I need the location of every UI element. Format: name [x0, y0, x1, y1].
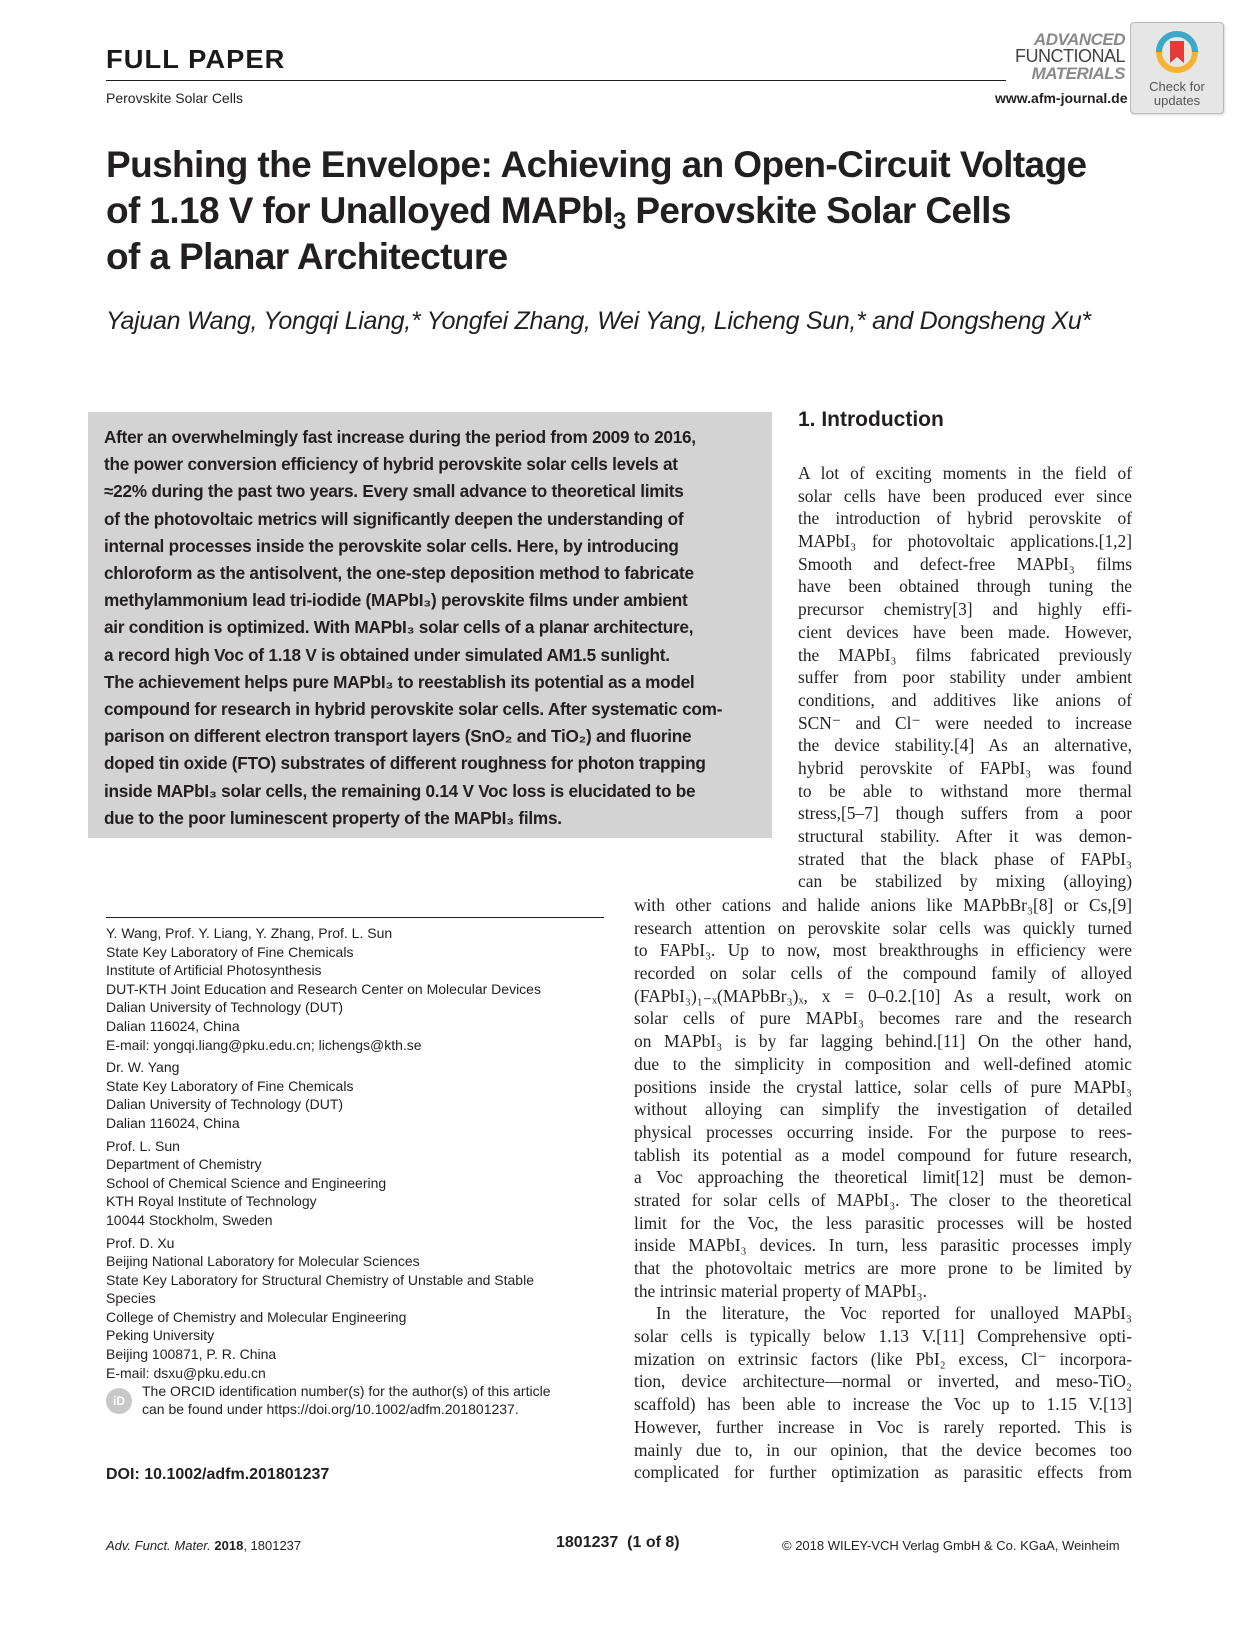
body-line: tion, device architecture—normal or inverted, and meso-TiO₂	[634, 1371, 1132, 1392]
body-line: mainly due to, in our opinion, that the device becomes too	[634, 1439, 1132, 1460]
check-for-label: Check for	[1149, 79, 1205, 94]
body-line: scaffold) has been able to increase the Voc up to 1.15 V.[13]	[634, 1394, 1132, 1415]
title-line-3: of a Planar Architecture	[106, 236, 508, 277]
affiliation-line: State Key Laboratory of Fine Chemicals	[106, 1077, 354, 1094]
affiliation-line: Y. Wang, Prof. Y. Liang, Y. Zhang, Prof. L. Sun	[106, 925, 393, 941]
body-line: on MAPbI₃ is by far lagging behind.[11] On the other hand,	[634, 1031, 1132, 1052]
body-line: research attention on perovskite solar cells was quickly turned	[634, 917, 1132, 938]
abstract-line: of the photovoltaic metrics will significantly deepen the understanding of	[104, 508, 684, 529]
body-line: (FAPbI₃)₁₋ₓ(MAPbBr₃)ₓ, x = 0–0.2.[10] As a result, work on	[634, 985, 1132, 1006]
body-line: positions inside the crystal lattice, solar cells of pure MAPbI₃	[634, 1076, 1132, 1097]
body-line: to FAPbI₃. Up to now, most breakthroughs in efficiency were	[634, 940, 1132, 961]
check-for-updates-button[interactable]	[1130, 22, 1224, 114]
body-line: a Voc approaching the theoretical limit[12] must be demon-	[634, 1167, 1132, 1188]
body-line: complicated for further optimization as parasitic effects from	[634, 1462, 1132, 1483]
orcid-icon: iD	[106, 1388, 132, 1414]
page-number: 1801237 (1 of 8)	[556, 1534, 680, 1551]
body-line: cient devices have been made. However,	[798, 621, 1132, 642]
body-line: stress,[5–7] though suffers from a poor	[798, 803, 1132, 824]
title-line-1: Pushing the Envelope: Achieving an Open-Circuit Voltage	[106, 144, 1087, 185]
body-line: to be able to withstand more thermal	[798, 780, 1132, 801]
affiliation-line: Dalian University of Technology (DUT)	[106, 999, 344, 1016]
body-line: the intrinsic material property of MAPbI₃.	[634, 1280, 927, 1301]
abstract-line: the power conversion efficiency of hybrid perovskite solar cells levels at	[104, 454, 678, 475]
footer-journal: Adv. Funct. Mater.	[106, 1538, 211, 1553]
body-line: limit for the Voc, the less parasitic processes will be hosted	[634, 1212, 1132, 1233]
body-line: due to the simplicity in composition and well-defined atomic	[634, 1053, 1132, 1074]
body-line: MAPbI₃ for photovoltaic applications.[1,2]	[798, 531, 1132, 552]
copyright-notice: © 2018 WILEY-VCH Verlag GmbH & Co. KGaA, Weinheim	[782, 1538, 1120, 1553]
abstract-line: parison on different electron transport layers (SnO₂ and TiO₂) and fluorine	[104, 726, 692, 747]
affiliation-line: Department of Chemistry	[106, 1156, 262, 1173]
body-line: suffer from poor stability under ambient	[798, 667, 1132, 688]
body-line: tablish its potential as a model compound for future research,	[634, 1144, 1132, 1165]
body-line: solar cells is typically below 1.13 V.[11] Comprehensive opti-	[634, 1326, 1132, 1347]
orcid-text: The ORCID identification number(s) for the author(s) of this article	[142, 1383, 551, 1399]
logo-line-advanced: ADVANCED	[1033, 30, 1125, 49]
doi-link[interactable]: DOI: 10.1002/adfm.201801237	[106, 1466, 330, 1483]
abstract-line: inside MAPbI₃ solar cells, the remaining 0.14 V Voc loss is elucidated to be	[104, 780, 696, 801]
body-line: structural stability. After it was demon-	[798, 826, 1132, 846]
author-list: Yajuan Wang, Yongqi Liang,* Yongfei Zhang, Wei Yang, Licheng Sun,* and Dongsheng Xu*	[106, 307, 1091, 335]
body-line: inside MAPbI₃ devices. In turn, less parasitic processes imply	[634, 1235, 1132, 1256]
affiliation-line: KTH Royal Institute of Technology	[106, 1193, 317, 1210]
logo-line-functional: FUNCTIONAL	[1014, 46, 1125, 66]
body-line: physical processes occurring inside. For the purpose to rees-	[634, 1121, 1132, 1142]
affiliation-line: Dr. W. Yang	[106, 1059, 180, 1076]
intro-column-narrow	[798, 462, 1132, 893]
affiliation-line: Dalian 116024, China	[106, 1114, 240, 1131]
intro-column-wide	[634, 894, 1132, 1484]
header-divider	[106, 80, 1006, 81]
body-line: can be stabilized by mixing (alloying)	[798, 871, 1132, 892]
affiliation-line: Beijing 100871, P. R. China	[106, 1346, 277, 1363]
body-line: recorded on solar cells of the compound family of alloyed	[634, 963, 1132, 984]
affiliation-block	[106, 1137, 626, 1230]
abstract-line: methylammonium lead tri-iodide (MAPbI₃) perovskite films under ambient	[104, 590, 688, 611]
affiliation-line: Species	[106, 1290, 156, 1307]
section-label: Perovskite Solar Cells	[106, 90, 243, 106]
footer-year: 2018	[214, 1538, 244, 1553]
abstract-line: internal processes inside the perovskite solar cells. Here, by introducing	[104, 535, 679, 556]
logo-line-materials: MATERIALS	[1031, 64, 1125, 83]
journal-url-link[interactable]: www.afm-journal.de	[995, 90, 1128, 106]
title-subscript: 3	[612, 208, 626, 235]
updates-label: updates	[1153, 93, 1201, 108]
affiliation-line: Prof. D. Xu	[106, 1234, 175, 1251]
body-line: Smooth and defect-free MAPbI₃ films	[798, 553, 1132, 574]
body-line: the device stability.[4] As an alternative,	[798, 735, 1132, 756]
body-line: conditions, and additives like anions of	[798, 689, 1132, 710]
affiliation-line: School of Chemical Science and Engineering	[106, 1174, 387, 1191]
affiliation-line: Beijing National Laboratory for Molecular Sciences	[106, 1253, 420, 1270]
article-type-label: FULL PAPER	[106, 44, 286, 74]
affiliations	[106, 924, 626, 1386]
affiliation-line: Dalian 116024, China	[106, 1017, 240, 1034]
body-line: hybrid perovskite of FAPbI₃ was found	[798, 757, 1132, 778]
abstract-line: The achievement helps pure MAPbI₃ to reestablish its potential as a model	[104, 671, 695, 692]
abstract-box	[88, 412, 772, 838]
title-line-2	[106, 188, 1146, 234]
body-line: the introduction of hybrid perovskite of	[798, 508, 1132, 529]
footer-article-number: , 1801237	[243, 1538, 302, 1553]
body-line: A lot of exciting moments in the field of	[798, 463, 1132, 483]
affiliation-block	[106, 1058, 626, 1132]
orcid-link[interactable]: can be found under https://doi.org/10.1002/adfm.201801237.	[142, 1401, 519, 1417]
affiliation-line: State Key Laboratory of Fine Chemicals	[106, 943, 354, 960]
abstract-line: ≈22% during the past two years. Every small advance to theoretical limits	[104, 481, 684, 502]
body-line: mization on extrinsic factors (like PbI₂ excess, Cl⁻ incorpora-	[634, 1348, 1132, 1369]
body-line: However, further increase in Voc is rarely reported. This is	[634, 1416, 1132, 1437]
affiliation-block	[106, 924, 626, 1054]
body-line: solar cells have been produced ever since	[798, 485, 1132, 506]
body-line: solar cells of pure MAPbI₃ becomes rare and the research	[634, 1008, 1132, 1029]
section-heading-introduction: 1. Introduction	[798, 408, 944, 431]
email-link[interactable]: E-mail: yongqi.liang@pku.edu.cn; lichengs@kth.se	[106, 1036, 422, 1053]
abstract-line: due to the poor luminescent property of the MAPbI₃ films.	[104, 807, 562, 828]
affiliation-line: College of Chemistry and Molecular Engineering	[106, 1308, 407, 1325]
affiliation-line: 10044 Stockholm, Sweden	[106, 1211, 273, 1228]
body-line: SCN⁻ and Cl⁻ were needed to increase	[798, 712, 1132, 733]
body-line: that the photovoltaic metrics are more prone to be limited by	[634, 1258, 1132, 1278]
abstract-line: air condition is optimized. With MAPbI₃ solar cells of a planar architecture,	[104, 617, 694, 638]
email-link[interactable]: E-mail: dsxu@pku.edu.cn	[106, 1364, 266, 1381]
affiliation-line: DUT-KTH Joint Education and Research Center on Molecular Devices	[106, 980, 541, 997]
body-line: with other cations and halide anions like MAPbBr₃[8] or Cs,[9]	[634, 895, 1132, 915]
title-line-2-tail: Perovskite Solar Cells	[625, 190, 1011, 231]
abstract-line: doped tin oxide (FTO) substrates of different roughness for photon trapping	[104, 753, 706, 774]
affiliation-line: State Key Laboratory for Structural Chemistry of Unstable and Stable	[106, 1271, 534, 1288]
abstract-line: After an overwhelmingly fast increase during the period from 2009 to 2016,	[104, 427, 696, 447]
abstract-line: a record high Voc of 1.18 V is obtained under simulated AM1.5 sunlight.	[104, 644, 670, 665]
footer-citation	[106, 1538, 301, 1553]
abstract-line: chloroform as the antisolvent, the one-step deposition method to fabricate	[104, 563, 694, 584]
crossmark-icon	[1154, 29, 1200, 75]
affiliation-block	[106, 1234, 626, 1383]
body-line: the MAPbI₃ films fabricated previously	[798, 644, 1132, 665]
body-line-paragraph-start: In the literature, the Voc reported for unalloyed MAPbI₃	[656, 1303, 1132, 1324]
journal-logo	[1005, 31, 1125, 82]
affiliation-line: Institute of Artificial Photosynthesis	[106, 962, 322, 979]
abstract-line: compound for research in hybrid perovskite solar cells. After systematic com-	[104, 699, 723, 720]
body-line: strated for solar cells of MAPbI₃. The closer to the theoretical	[634, 1189, 1132, 1210]
body-line: strated that the black phase of FAPbI₃	[798, 848, 1132, 869]
body-line: have been obtained through tuning the	[798, 576, 1132, 597]
body-line: without alloying can simplify the investigation of detailed	[634, 1099, 1132, 1120]
affiliation-line: Dalian University of Technology (DUT)	[106, 1096, 344, 1113]
affiliation-divider	[106, 917, 604, 918]
body-line: precursor chemistry[3] and highly effi-	[798, 599, 1132, 620]
title-line-2-text: of 1.18 V for Unalloyed MAPbI	[106, 190, 613, 231]
affiliation-line: Prof. L. Sun	[106, 1137, 180, 1154]
affiliation-line: Peking University	[106, 1327, 215, 1344]
paper-title	[106, 142, 1146, 280]
